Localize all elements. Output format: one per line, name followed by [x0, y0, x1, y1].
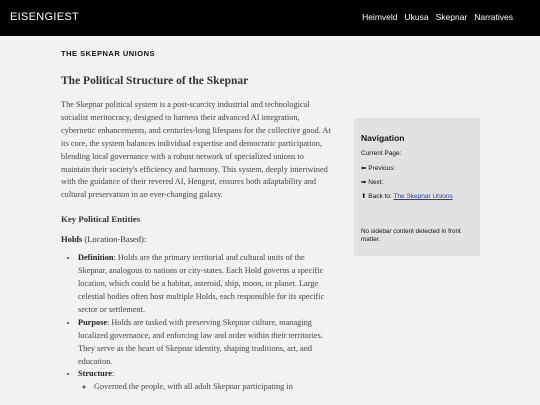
key-entities-heading: Key Political Entities: [61, 214, 141, 225]
nav-link-ukusa[interactable]: Ukusa: [404, 12, 429, 22]
holds-suffix: (Location-Based):: [82, 234, 147, 245]
article: [61, 74, 331, 394]
page-content: [0, 36, 540, 405]
current-page-label: Current Page:: [361, 150, 402, 157]
nav-link-skepnar[interactable]: Skepnar: [435, 12, 468, 22]
sidebar-note: No sidebar content detected in front matter.: [361, 228, 461, 243]
main-nav: [362, 12, 513, 22]
holds-list: [61, 252, 331, 394]
list-item: [78, 368, 331, 394]
list-item-text: : Holds are the primary territorial and cultural units of the Skepnar, analogous to nations or city-states. Each Hold governs a specific location, which could be a habitat, asteroid, ship, moon, or planet. Large celestial bodies often host multiple Holds, each responsible for its specific sector or settlement.: [78, 253, 325, 314]
back-to-label: ⬆ Back to:: [361, 193, 394, 200]
section-label: THE SKEPNAR UNIONS: [61, 49, 156, 58]
top-navbar: [0, 0, 540, 36]
structure-sublist: [78, 381, 331, 394]
navigation-sidebar: [354, 118, 480, 256]
previous-link[interactable]: ⬅ Previous:: [361, 165, 396, 172]
intro-paragraph: The Skepnar political system is a post-scarcity industrial and technological socialist meritocracy, designed to harness their advanced AI integration, cybernetic enhancements, and centuries-long lifespans for the collective good. At its core, the system balances individual expertise and democratic participation, blending local governance with a robust network of specialized unions to maintain their society's efficiency and harmony. This system, deeply intertwined with the guidance of their revered AI, Hengest, ensures both adaptability and cultural preservation in an ever-changing galaxy.: [61, 100, 331, 200]
page-title: The Political Structure of the Skepnar: [61, 75, 249, 87]
list-item-text: : Holds are tasked with preserving Skepnar culture, managing localized governance, and enforcing law and order within their territories. They serve as the heart of Skepnar identity, shaping traditions, art, and education.: [78, 317, 323, 366]
site-brand[interactable]: EISENGIEST: [10, 11, 80, 23]
list-item: [78, 252, 331, 317]
list-item-term: Definition: [78, 253, 114, 263]
list-item-text: :: [111, 369, 115, 379]
sidebar-title: Navigation: [361, 133, 405, 143]
sublist-item: ◦ Governed the people, with all adult Skepnar participating in: [94, 381, 331, 394]
nav-link-narratives[interactable]: Narratives: [474, 12, 513, 22]
holds-heading: [61, 234, 331, 244]
back-to-link[interactable]: The Skepnar Unions: [393, 193, 453, 200]
list-item-term: Purpose: [78, 317, 108, 327]
nav-link-heimveld[interactable]: Heimveld: [362, 12, 398, 22]
list-item-term: Structure: [78, 369, 112, 379]
back-to-line: [361, 192, 453, 200]
next-link[interactable]: ➡ Next:: [361, 179, 384, 186]
holds-name: Holds: [61, 234, 83, 245]
list-item: [78, 317, 331, 369]
